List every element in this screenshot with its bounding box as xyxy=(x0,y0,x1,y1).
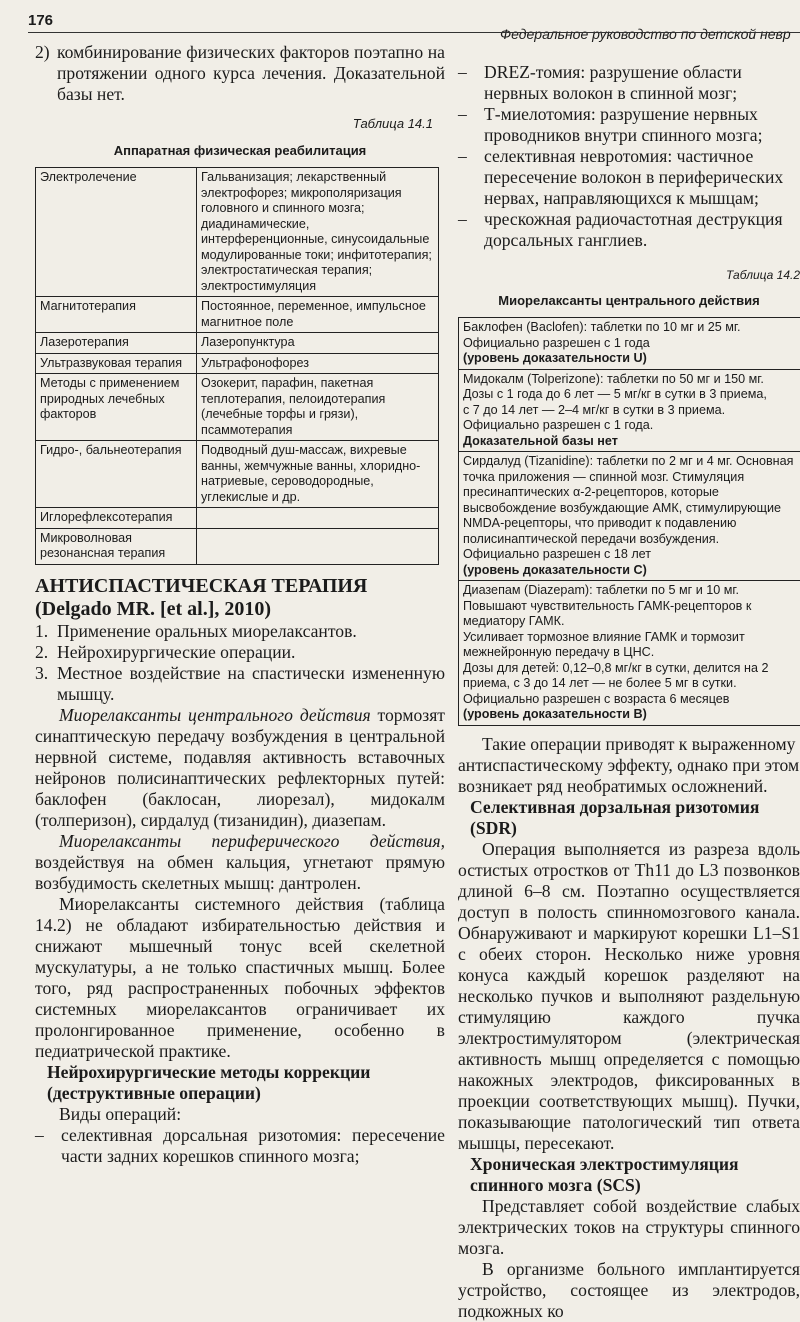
dash-item: – Т-миелотомия: разрушение нервных проводников внутри спинного мозга; xyxy=(458,104,800,146)
table2-title: Миорелаксанты центрального действия xyxy=(498,293,760,308)
table-row xyxy=(36,528,439,564)
list-number: 2. xyxy=(35,641,49,662)
table2-line: Сирдалуд (Tizanidine): таблетки по 2 мг и 4 мг. Основная точка приложения — спинной мозг. Стимуляция пресинаптических α-2-рецепторов, которые высвобождение возбуждающие АМК, стимулирующие NMDA-рецепторы, что приводит к подавлению полисинаптической передачи возбуждения. xyxy=(463,454,794,546)
term-peripheral: Миорелаксанты периферического действия, xyxy=(59,830,445,851)
table-cell-detail xyxy=(197,528,439,564)
table2-diazepam xyxy=(459,581,800,725)
page-number: 176 xyxy=(28,12,54,29)
physio-table xyxy=(35,167,439,565)
sdr-heading: Селективная дорзальная ризотомия (SDR) xyxy=(470,796,760,838)
list-text: комбинирование физических факторов поэтапно на протяжении одного курса лечения. Доказательной базы нет. xyxy=(57,42,445,104)
table2-line: Дозы с 1 года до 6 лет — 5 мг/кг в сутки в 3 приема, xyxy=(463,387,767,401)
table-cell-detail: Подводный душ-массаж, вихревые ванны, жемчужные ванны, хлоридно-натриевые, сероводородные, углекислые и др. xyxy=(197,441,439,508)
table-cell-method: Гидро-, бальнеотерапия xyxy=(36,441,197,508)
table-row xyxy=(36,333,439,354)
table-cell-method: Магнитотерапия xyxy=(36,297,197,333)
left-column xyxy=(35,42,445,1167)
dash-text: DREZ-томия: разрушение области нервных волокон в спинной мозг; xyxy=(484,62,742,103)
list-number: 3. xyxy=(35,662,49,683)
scs-heading: Хроническая электростимуляция спинного мозга (SCS) xyxy=(470,1153,739,1195)
table-cell-method: Микроволновая резонансная терапия xyxy=(36,528,197,564)
paragraph-peripheral: Миорелаксанты периферического действия, воздействуя на обмен кальция, угнетают прямую возбудимость скелетных мышц: дантролен. xyxy=(35,830,445,893)
table-title: Аппаратная физическая реабилитация xyxy=(113,143,367,158)
list-item xyxy=(35,663,445,705)
table2-mydocalm xyxy=(459,370,800,453)
list-text: Нейрохирургические операции. xyxy=(57,641,296,662)
dash-item: – селективная дорсальная ризотомия: пересечение части задних корешков спинного мозга; xyxy=(35,1124,445,1166)
list-item xyxy=(35,621,445,642)
table-row xyxy=(36,297,439,333)
table-row xyxy=(36,353,439,374)
dash-text: чрескожная радиочастотная деструкция дорсальных ганглиев. xyxy=(484,209,783,250)
table-caption: Таблица 14.1 xyxy=(352,116,433,131)
paragraph-central: Миорелаксанты центрального действия тормозят синаптическую передачу возбуждения в центральной нервной системе, подавляя активность вставочных нейронов полисинаптических рефлекторных путей: баклофен (баклосан, лиорезал), мидокалм (толперизон), сирдалуд (тизанидин), диазепам. xyxy=(35,704,445,830)
operation-types: Виды операций: xyxy=(59,1103,182,1124)
table-cell-detail: Гальванизация; лекарственный электрофорез; микрополяризация головного и спинного мозга; диадинамические, интерференционные, синусоидальные модулированные токи; инфитотерапия; электростатическая терапия; электростимуляция xyxy=(197,168,439,297)
dash-item: – чрескожная радиочастотная деструкция дорсальных ганглиев. xyxy=(458,209,800,251)
table-row xyxy=(36,508,439,529)
table2-baclofen xyxy=(459,318,800,370)
table2-line: Диазепам (Diazepam): таблетки по 5 мг и 10 мг. xyxy=(463,583,739,597)
table-cell-method: Лазеротерапия xyxy=(36,333,197,354)
paragraph-scs-2: В организме больного имплантируется устройство, состоящее из электродов, подкожных ко xyxy=(458,1258,800,1321)
list-number: 2) xyxy=(35,42,50,62)
table2-line: Усиливает тормозное влияние ГАМК и тормозит межнейронную передачу в ЦНС. xyxy=(463,629,745,659)
table2-line: Доказательной базы нет xyxy=(463,433,618,448)
table2-line: Официально разрешен с 1 года. xyxy=(463,418,654,432)
table-cell-method: Ультразвуковая терапия xyxy=(36,353,197,374)
table2-sirdalud xyxy=(459,452,800,581)
numbered-list xyxy=(35,621,445,705)
table-cell-detail xyxy=(197,508,439,529)
table-cell-method: Иглорефлексотерапия xyxy=(36,508,197,529)
list-text: Местное воздействие на спастически измененную мышцу. xyxy=(57,662,445,704)
paragraph-sdr: Операция выполняется из разреза вдоль остистых отростков от Th11 до L3 позвонков длиной 6–8 см. Поэтапно осуществляется доступ в полость спинномозгового канала. Обнаруживают и маркируют корешки L1–S1 с обеих сторон. Несколько ниже уровня конуса каждый корешок разделяют на несколько пучков и выполняют раздельную стимуляцию каждого пучка электростимулятором (электрическая активность мышц определяется с помощью накожных электродов, фиксированных в проекции соответствующих мышц). Пучки, показывающие патологический тип ответа мышцы, пересекают. xyxy=(458,838,800,1153)
table2-line: Дозы для детей: 0,12–0,8 мг/кг в сутки, делится на 2 приема, с 3 до 14 лет — не более 5 мг в сутки. xyxy=(463,660,769,690)
running-title: Федеральное руководство по детской невр xyxy=(500,26,791,42)
table-row xyxy=(36,374,439,441)
paragraph-operations: Такие операции приводят к выраженному антиспастическому эффекту, однако при этом возникает ряд необратимых осложнений. xyxy=(458,733,800,796)
table2-line: (уровень доказательности U) xyxy=(463,351,647,365)
table2-line: Официально разрешен с возраста 6 месяцев xyxy=(463,691,730,706)
table2-line: (уровень доказательности В) xyxy=(463,707,647,721)
paragraph-systemic: Миорелаксанты системного действия (таблица 14.2) не обладают избирательностью действия и снижают мышечный тонус всей скелетной мускулатуры, а не только спастичных мышц. Более того, ряд распространенных побочных эффектов системных миорелаксантов ограничивает их пролонгированное применение, особенно в педиатрической практике. xyxy=(35,893,445,1061)
table2-line: Баклофен (Baclofen): таблетки по 10 мг и 25 мг. xyxy=(463,320,741,334)
table-row xyxy=(36,168,439,297)
table-cell-detail: Лазеропунктура xyxy=(197,333,439,354)
section-reference: (Delgado MR. [et al.], 2010) xyxy=(35,597,272,620)
table-row xyxy=(36,441,439,508)
dash-item: – селективная невротомия: частичное пересечение волокон в периферических нервах, направляющихся к мышцам; xyxy=(458,146,800,209)
header-divider xyxy=(28,32,800,33)
table-cell-detail: Ультрафонофорез xyxy=(197,353,439,374)
right-column xyxy=(458,62,800,1322)
table-cell-method: Электролечение xyxy=(36,168,197,297)
table2-line: Мидокалм (Tolperizone): таблетки по 50 мг и 150 мг. xyxy=(463,371,764,386)
section-heading: АНТИСПАСТИЧЕСКАЯ ТЕРАПИЯ xyxy=(35,574,368,597)
list-item-2 xyxy=(35,42,445,105)
table-cell-detail: Озокерит, парафин, пакетная теплотерапия, пелоидотерапия (лечебные торфы и грязи), псаммотерапия xyxy=(197,374,439,441)
table2-line: Повышают чувствительность ГАМК-рецепторов к медиатору ГАМК. xyxy=(463,598,752,628)
operation-list xyxy=(458,62,800,251)
list-item xyxy=(35,642,445,663)
table2-caption: Таблица 14.2 xyxy=(725,268,800,282)
dash-text: Т-миелотомия: разрушение нервных проводников внутри спинного мозга; xyxy=(484,104,763,145)
table2-line: Официально разрешен с 18 лет xyxy=(463,547,652,561)
table2-line: (уровень доказательности С) xyxy=(463,562,647,577)
term-central: Миорелаксанты центрального действия xyxy=(59,704,371,725)
table2-line: Официально разрешен с 1 года xyxy=(463,335,650,350)
dash-text: селективная невротомия: частичное пересечение волокон в периферических нервах, направляющихся к мышцам; xyxy=(484,146,784,208)
muscle-relaxants-table xyxy=(458,317,800,726)
table-cell-detail: Постоянное, переменное, импульсное магнитное поле xyxy=(197,297,439,333)
table2-line: с 7 до 14 лет — 2–4 мг/кг в сутки в 3 приема. xyxy=(463,402,726,417)
table-cell-method: Методы с применением природных лечебных факторов xyxy=(36,374,197,441)
neurosurgery-heading: Нейрохирургические методы коррекции (деструктивные операции) xyxy=(47,1061,371,1103)
dash-item: – DREZ-томия: разрушение области нервных волокон в спинной мозг; xyxy=(458,62,800,104)
list-number: 1. xyxy=(35,620,49,641)
list-text: Применение оральных миорелаксантов. xyxy=(57,620,357,641)
paragraph-scs-1: Представляет собой воздействие слабых электрических токов на структуры спинного мозга. xyxy=(458,1195,800,1258)
